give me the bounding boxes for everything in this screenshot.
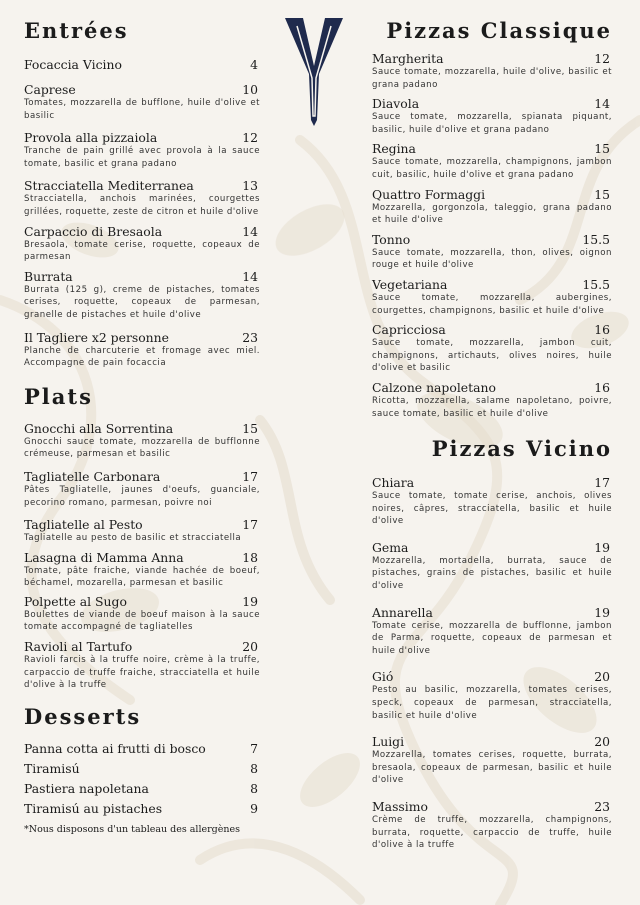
item-name: Gema — [372, 539, 409, 555]
item-name: Provola alla pizzaiola — [24, 130, 158, 146]
item-name: Il Tagliere x2 personne — [24, 329, 169, 345]
menu-item — [372, 187, 612, 227]
item-description: Tranche de pain grillé avec provola à la sauce tomate, basilic et grana padano — [24, 146, 260, 169]
menu-item — [24, 639, 260, 692]
menu-item — [24, 130, 260, 170]
item-name: Panna cotta ai frutti di bosco — [24, 740, 206, 756]
item-name: Gió — [372, 669, 394, 685]
item-description: Tagliatelle au pesto de basilic et stracciatella — [24, 533, 242, 544]
item-price: 12 — [594, 51, 610, 66]
item-name: Capricciosa — [372, 322, 446, 338]
menu-item — [372, 669, 612, 722]
item-price: 15.5 — [582, 231, 610, 247]
item-description: Burrata (125 g), creme de pistaches, tomates cerises, roquette, copeaux de parmesan, granelle de pistaches et huile d'olive — [24, 284, 260, 320]
item-name: Tagliatelle Carbonara — [24, 468, 161, 484]
item-description: Sauce tomate, mozzarella, thon, olives, oignon rouge et huile d'olive — [372, 247, 612, 271]
item-price: 7 — [250, 740, 258, 756]
item-price: 4 — [250, 57, 258, 72]
item-name: Chiara — [372, 475, 415, 491]
item-description: Pesto au basilic, mozzarella, tomates cerises, speck, copeaux de parmesan, stracciatella, basilic et huile d'olive — [372, 685, 612, 721]
item-price: 23 — [594, 799, 610, 814]
item-price: 15.5 — [582, 276, 610, 292]
item-price: 15 — [242, 420, 258, 436]
item-price: 20 — [594, 734, 610, 750]
item-name: Tonno — [372, 231, 411, 247]
menu-item — [24, 224, 260, 264]
item-price: 17 — [242, 517, 258, 533]
item-name: Gnocchi alla Sorrentina — [24, 420, 174, 436]
item-name: Luigi — [372, 734, 405, 750]
menu-item — [24, 57, 260, 72]
item-name: Vegetariana — [372, 276, 448, 292]
item-name: Annarella — [372, 604, 433, 620]
item-description: Sauce tomate, mozzarella, huile d'olive, basilic et grana padano — [372, 67, 612, 90]
item-name: Pastiera napoletana — [24, 780, 149, 796]
item-price: 19 — [594, 539, 610, 555]
menu-item — [372, 540, 612, 593]
menu-item — [372, 799, 612, 852]
menu-item — [372, 96, 612, 136]
item-name: Caprese — [24, 82, 76, 97]
item-description: Mozzarella, gorgonzola, taleggio, grana padano et huile d'olive — [372, 202, 612, 226]
menu-item — [24, 741, 260, 756]
menu-item — [24, 781, 260, 796]
item-price: 10 — [242, 82, 258, 97]
menu-item — [24, 269, 260, 322]
item-price: 16 — [594, 379, 610, 395]
item-price: 23 — [242, 329, 258, 345]
item-description: Sauce tomate, mozzarella, aubergines, courgettes, champignons, basilic et huile d'olive — [372, 292, 612, 316]
item-description: Bresaola, tomate cerise, roquette, copeaux de parmesan — [24, 239, 260, 263]
item-description: Crème de truffe, mozzarella, champignons, burrata, roquette, carpaccio de truffe, huile d'olive à la truffe — [372, 815, 612, 851]
item-price: 9 — [250, 800, 258, 816]
menu-item — [372, 322, 612, 375]
item-description: Pâtes Tagliatelle, jaunes d'oeufs, guanciale, pecorino romano, parmesan, poivre noi — [24, 484, 260, 508]
item-description: Planche de charcuterie et fromage avec miel. Accompagne de pain focaccia — [24, 345, 260, 369]
item-name: Regina — [372, 141, 416, 157]
item-price: 17 — [594, 475, 610, 491]
menu-item — [24, 801, 260, 816]
item-price: 8 — [250, 760, 258, 776]
menu-item — [372, 232, 612, 272]
item-name: Tiramisú au pistaches — [24, 800, 163, 816]
item-description: Sauce tomate, tomate cerise, anchois, olives noires, câpres, stracciatella, basilic et huile d'olive — [372, 491, 612, 527]
menu-item — [24, 330, 260, 370]
item-price: 19 — [242, 593, 258, 609]
item-price: 17 — [242, 468, 258, 484]
item-description: Stracciatella, anchois marinées, courgettes grillées, roquette, zeste de citron et huile d'olive — [24, 194, 260, 217]
item-name: Quattro Formaggi — [372, 186, 486, 202]
item-description: Tomates, mozzarella de bufflone, huile d'olive et basilic — [24, 98, 260, 121]
menu-item — [24, 421, 260, 461]
item-description: Ricotta, mozzarella, salame napoletano, poivre, sauce tomate, basilic et huile d'olive — [372, 395, 612, 419]
menu-item — [372, 475, 612, 528]
pizzas-vicino-title: Pizzas Vicino — [431, 436, 612, 462]
right-column — [372, 14, 612, 852]
menu-item — [24, 178, 260, 218]
item-name: Stracciatella Mediterranea — [24, 178, 194, 194]
item-price: 15 — [594, 141, 610, 157]
item-price: 13 — [242, 178, 258, 194]
menu-item — [372, 51, 612, 91]
wine-glass-logo-icon — [283, 16, 345, 128]
item-name: Ravioli al Tartufo — [24, 639, 133, 655]
item-name: Margherita — [372, 51, 444, 66]
item-price: 15 — [594, 186, 610, 202]
item-price: 12 — [242, 130, 258, 146]
item-price: 19 — [594, 604, 610, 620]
item-price: 18 — [242, 549, 258, 565]
item-name: Focaccia Vicino — [24, 57, 122, 72]
item-price: 16 — [594, 322, 610, 338]
menu-item — [24, 550, 260, 590]
item-description: Boulettes de viande de boeuf maison à la sauce tomate accompagné de tagliatelles — [24, 609, 260, 633]
item-description: Tomate cerise, mozzarella de bufflonne, jambon de Parma, roquette, copeaux de parmesan et huile d'olive — [372, 620, 612, 656]
allergen-note: *Nous disposons d'un tableau des allergènes — [24, 823, 240, 835]
item-description: Gnocchi sauce tomate, mozzarella de bufflonne crémeuse, parmesan et basilic — [24, 436, 260, 460]
item-name: Burrata — [24, 268, 73, 284]
item-name: Carpaccio di Bresaola — [24, 223, 163, 239]
menu-item — [372, 141, 612, 181]
item-description: Sauce tomate, mozzarella, champignons, jambon cuit, basilic, huile d'olive et grana padano — [372, 157, 612, 180]
menu-item — [372, 380, 612, 420]
item-price: 14 — [594, 96, 610, 112]
item-name: Calzone napoletano — [372, 379, 496, 395]
item-name: Tiramisú — [24, 760, 80, 776]
item-description: Tomate, pâte fraiche, viande hachée de boeuf, béchamel, mozarella, parmesan et basilic — [24, 565, 260, 589]
menu-item — [372, 277, 612, 317]
item-name: Polpette al Sugo — [24, 593, 127, 609]
item-description: Sauce tomate, mozzarella, jambon cuit, champignons, artichauts, olives noires, huile d'olive et basilic — [372, 338, 612, 374]
menu-item — [24, 469, 260, 509]
menu-item — [372, 734, 612, 787]
item-price: 20 — [242, 639, 258, 655]
desserts-title: Desserts — [24, 703, 142, 729]
menu-item — [24, 517, 260, 545]
left-column — [24, 14, 260, 835]
item-description: Ravioli farcis à la truffe noire, crème à la truffe, carpaccio de truffe fraiche, stracciatella et huile d'olive à la truffe — [24, 655, 260, 691]
menu-item — [24, 761, 260, 776]
menu-item — [372, 605, 612, 658]
plats-title: Plats — [24, 383, 93, 409]
item-name: Lasagna di Mamma Anna — [24, 549, 184, 565]
menu-item — [24, 82, 260, 122]
item-price: 20 — [594, 669, 610, 685]
menu-item — [24, 594, 260, 634]
item-price: 14 — [242, 268, 258, 284]
item-price: 14 — [242, 223, 258, 239]
item-price: 8 — [250, 780, 258, 796]
item-description: Mozzarella, mortadella, burrata, sauce de pistaches, grains de pistaches, basilic et huile d'olive — [372, 555, 612, 592]
pizzas-classique-title: Pizzas Classique — [386, 18, 612, 43]
entrees-title: Entrées — [24, 18, 129, 43]
item-description: Mozzarella, tomates cerises, roquette, burrata, bresaola, copeaux de parmesan, basilic et huile d'olive — [372, 750, 612, 786]
item-name: Massimo — [372, 799, 428, 814]
item-description: Sauce tomate, mozzarella, spianata piquant, basilic, huile d'olive et grana padano — [372, 112, 612, 135]
item-name: Diavola — [372, 96, 420, 112]
item-name: Tagliatelle al Pesto — [24, 517, 143, 533]
